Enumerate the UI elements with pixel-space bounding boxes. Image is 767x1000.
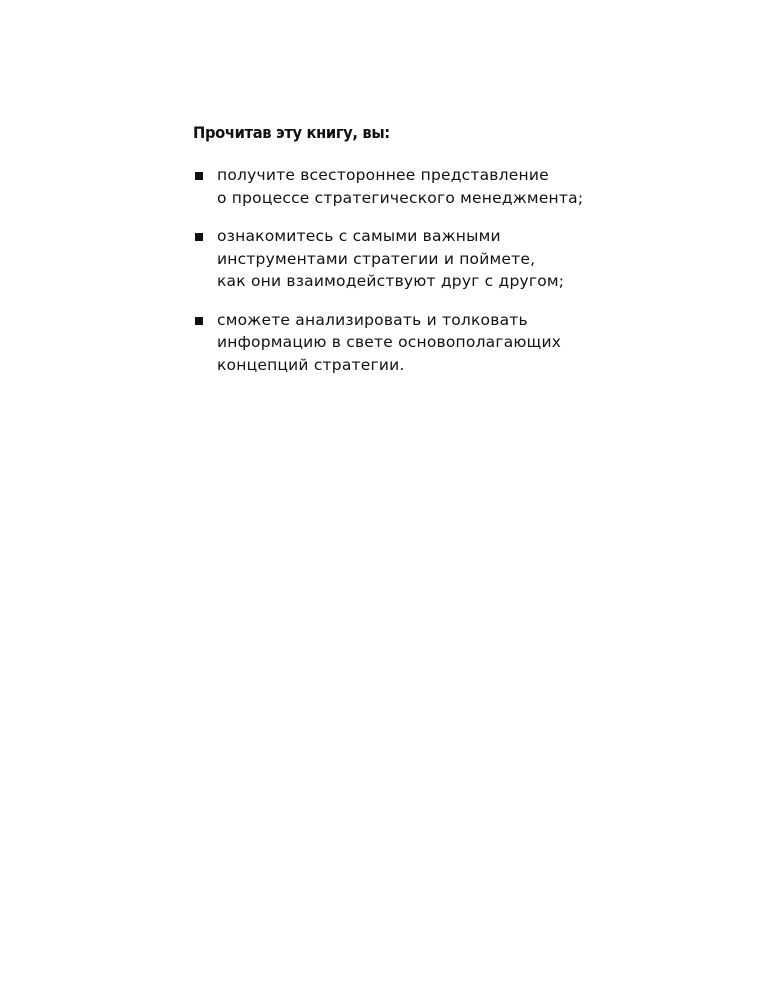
list-item-line: как они взаимодействуют друг с другом; xyxy=(217,272,565,290)
list-item-line: концепций стратегии. xyxy=(217,355,405,374)
list-item-line: инструментами стратегии и поймете, xyxy=(217,249,536,268)
list-item-line: сможете анализировать и толковать xyxy=(217,310,528,329)
benefits-list xyxy=(193,164,653,376)
book-benefits-section xyxy=(193,122,653,392)
list-item xyxy=(193,225,653,293)
square-bullet-icon xyxy=(195,317,203,325)
list-item xyxy=(193,309,653,377)
list-item-line: информацию в свете основополагающих xyxy=(217,333,562,351)
square-bullet-icon xyxy=(195,172,203,180)
list-item xyxy=(193,164,653,209)
section-heading: Прочитав эту книгу, вы: xyxy=(193,123,390,142)
list-item-line: о процессе стратегического менеджмента; xyxy=(217,188,584,207)
list-item-line: получите всестороннее представление xyxy=(217,166,549,184)
square-bullet-icon xyxy=(195,233,203,241)
list-item-line: ознакомитесь с самыми важными xyxy=(217,227,501,245)
